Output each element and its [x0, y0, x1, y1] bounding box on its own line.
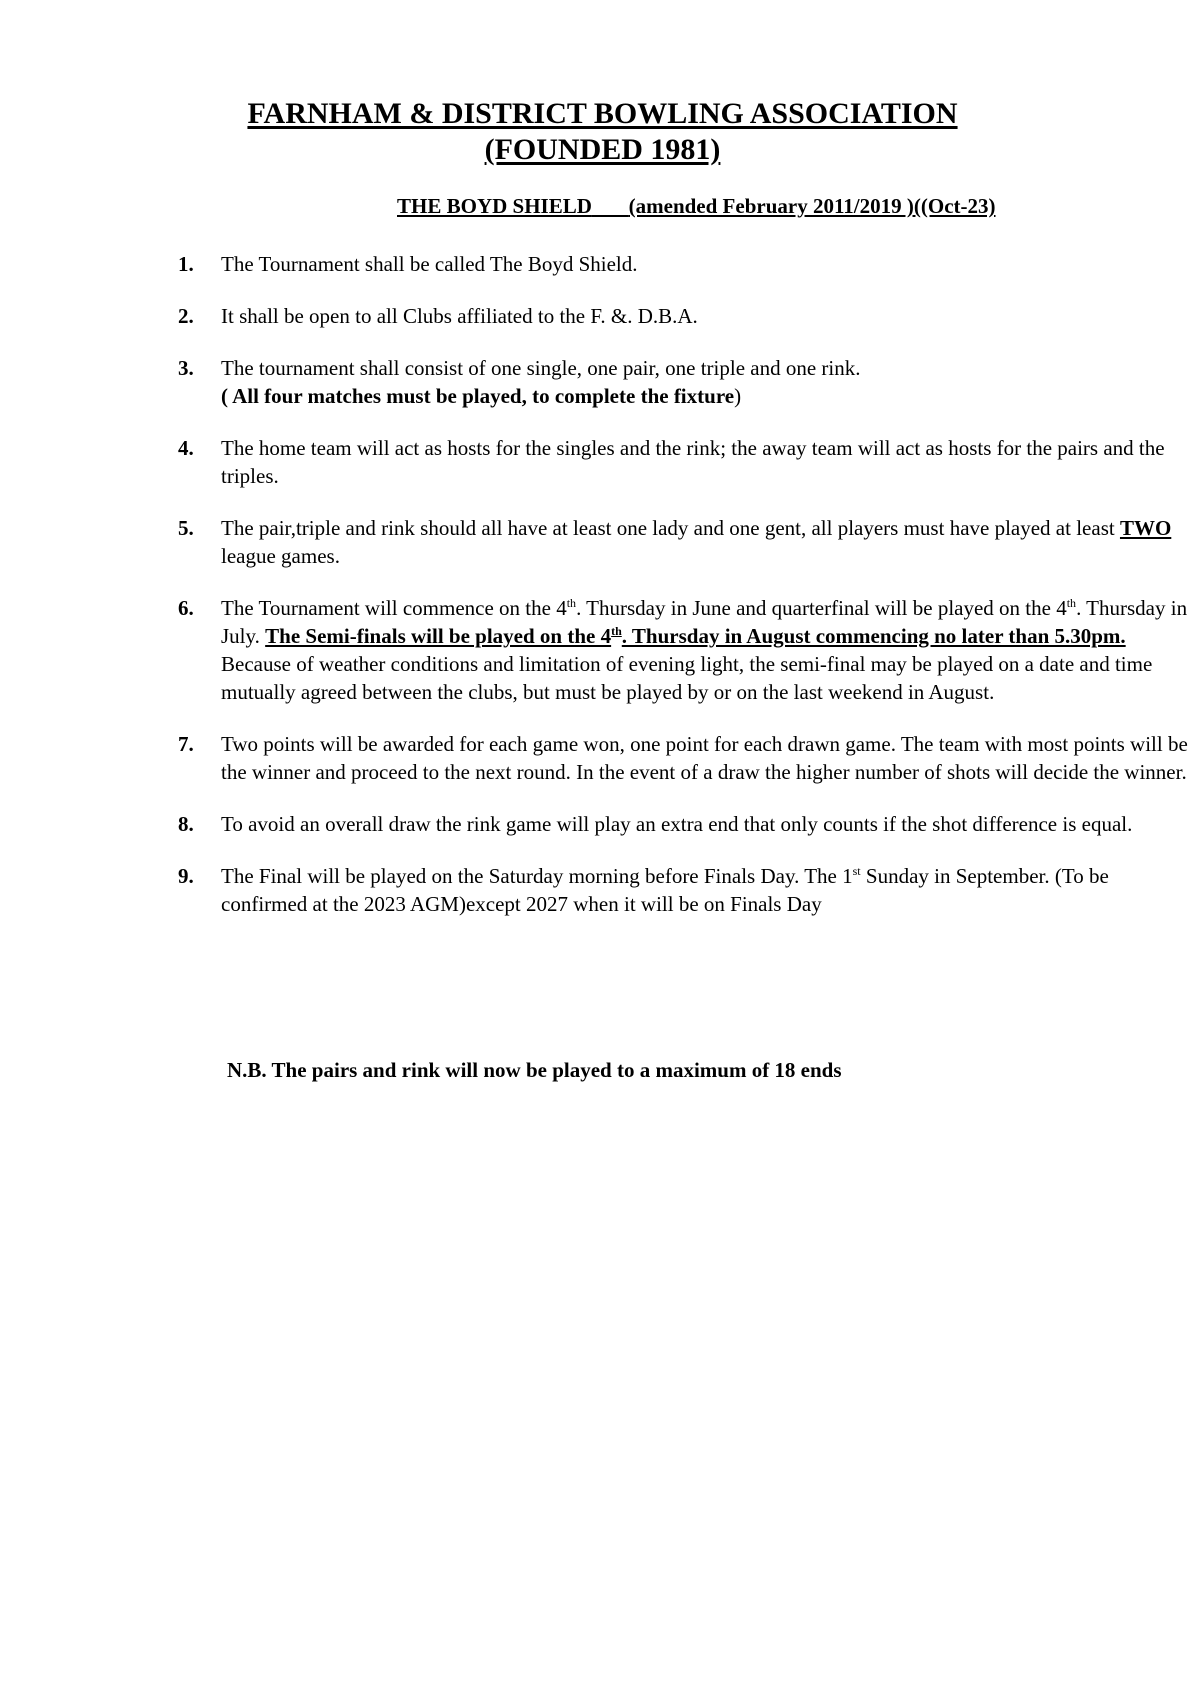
title-line-2: (FOUNDED 1981) [484, 133, 721, 166]
rule-number: 1. [178, 252, 194, 276]
rule-number: 7. [178, 732, 194, 756]
rule-emphasis-2: . Thursday in August commencing no later than 5.30pm. [621, 624, 1126, 648]
rule-6 [178, 594, 1188, 706]
rule-text-3: . Thursday in July. [221, 596, 1188, 648]
rule-1 [178, 250, 1188, 278]
rule-number: 8. [178, 812, 194, 836]
rule-text: To avoid an overall draw the rink game will play an extra end that only counts if the shot difference is equal. [221, 812, 1133, 836]
rule-text-2: . Thursday in June and quarterfinal will be played on the 4 [576, 596, 1067, 620]
rule-text: The tournament shall consist of one single, one pair, one triple and one rink. [221, 356, 861, 380]
document-title [0, 96, 1191, 168]
title-line-1: FARNHAM & DISTRICT BOWLING ASSOCIATION [247, 97, 958, 130]
rule-number: 4. [178, 436, 194, 460]
rule-text-1: The Tournament will commence on the 4 [221, 596, 567, 620]
rule-4 [178, 434, 1188, 490]
rule-2 [178, 302, 1188, 330]
rule-note: ( All four matches must be played, to complete the fixture [221, 384, 735, 408]
subtitle-name: THE BOYD SHIELD [397, 194, 592, 218]
rule-text: It shall be open to all Clubs affiliated to the F. &. D.B.A. [221, 304, 698, 328]
ordinal-suffix: th [611, 624, 622, 638]
rule-emphasis-1: The Semi-finals will be played on the 4 [265, 624, 612, 648]
document-subtitle [397, 193, 996, 219]
rule-note-close: ) [734, 384, 742, 408]
rule-text-2: Sunday in September. (To be confirmed at the 2023 AGM)except 2027 when it will be on Finals Day [221, 864, 1109, 916]
rule-text-a: The pair,triple and rink should all have at least one lady and one gent, all players must have played at least [221, 516, 1120, 540]
ordinal-suffix: th [1066, 596, 1077, 610]
rule-number: 6. [178, 596, 194, 620]
rule-text-b: league games. [221, 544, 340, 568]
rule-text-1: The Final will be played on the Saturday morning before Finals Day. The 1 [221, 864, 853, 888]
rule-number: 5. [178, 516, 194, 540]
rule-emphasis: TWO [1119, 516, 1172, 540]
rule-number: 9. [178, 864, 194, 888]
rule-number: 2. [178, 304, 194, 328]
rule-3 [178, 354, 1188, 410]
ordinal-suffix: th [566, 596, 577, 610]
rule-8 [178, 810, 1188, 838]
rule-text: The home team will act as hosts for the singles and the rink; the away team will act as hosts for the pairs and the triples. [221, 436, 1165, 488]
rule-text: The Tournament shall be called The Boyd Shield. [221, 252, 638, 276]
rule-5 [178, 514, 1188, 570]
rule-9 [178, 862, 1188, 918]
subtitle-amended: (amended February 2011/2019 )((Oct-23) [628, 194, 996, 218]
ordinal-suffix: st [852, 864, 861, 878]
rule-number: 3. [178, 356, 194, 380]
footer-note: N.B. The pairs and rink will now be played to a maximum of 18 ends [227, 1058, 842, 1082]
rule-text-4: Because of weather conditions and limitation of evening light, the semi-final may be played on a date and time mutually agreed between the clubs, but must be played by or on the last weekend in August. [221, 652, 1153, 704]
rule-7 [178, 730, 1188, 786]
rules-list [178, 250, 1188, 918]
rule-text: Two points will be awarded for each game won, one point for each drawn game. The team with most points will be the winner and proceed to the next round. In the event of a draw the higher number of shots will decide the winner. [221, 732, 1188, 784]
